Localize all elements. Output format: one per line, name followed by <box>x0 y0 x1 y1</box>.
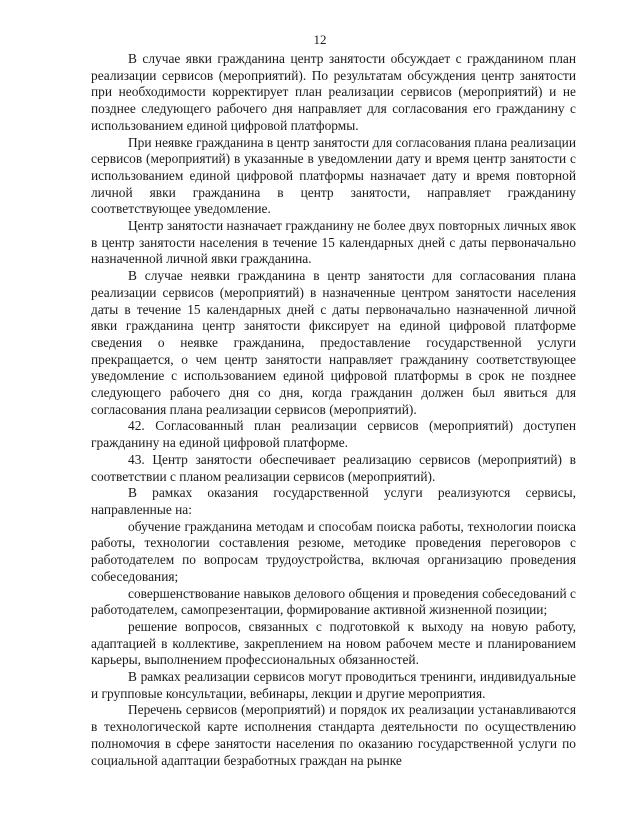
paragraph: В рамках реализации сервисов могут проводиться тренинги, индивидуальные и групповые консультации, вебинары, лекции и другие мероприятия. <box>91 669 576 701</box>
paragraph: В случае неявки гражданина в центр занятости для согласования плана реализации сервисов (мероприятий) в назначенные центром занятости населения даты в течение 15 календарных дней с даты первоначально назначенной личной явки гражданина центр занятости фиксирует на единой цифровой платформе сведения о неявке гражданина, предоставление государственной услуги прекращается, о чем центр занятости направляет гражданину соответствующее уведомление с использованием единой цифровой платформы в срок не позднее следующего рабочего дня со дня, когда гражданин должен был явиться для согласования плана реализации сервисов (мероприятий). <box>91 268 576 417</box>
paragraph: При неявке гражданина в центр занятости для согласования плана реализации сервисов (мероприятий) в указанные в уведомлении дату и время центр занятости с использованием единой цифровой платформы назначает дату и время повторной личной явки гражданина в центр занятости, направляет гражданину соответствующее уведомление. <box>91 134 576 217</box>
list-item: обучение гражданина методам и способам поиска работы, технологии поиска работы, технологии составления резюме, методике проведения переговоров с работодателем по вопросам трудоустройства, включая организацию проведения собеседования; <box>91 518 576 584</box>
paragraph: Перечень сервисов (мероприятий) и порядок их реализации устанавливаются в технологической карте исполнения стандарта деятельности по осуществлению полномочия в сфере занятости населения по оказанию государственной услуги по социальной адаптации безработных граждан на рынке <box>91 702 576 768</box>
paragraph: 42. Согласованный план реализации сервисов (мероприятий) доступен гражданину на единой цифровой платформе. <box>91 418 576 451</box>
page-number: 12 <box>313 32 327 47</box>
list-item: совершенствование навыков делового общения и проведения собеседований с работодателем, самопрезентации, формирование активной жизненной позиции; <box>91 585 576 618</box>
paragraph: 43. Центр занятости обеспечивает реализацию сервисов (мероприятий) в соответствии с планом реализации сервисов (мероприятий). <box>91 451 576 484</box>
paragraph: В рамках оказания государственной услуги реализуются сервисы, направленные на: <box>91 485 576 517</box>
document-body <box>91 51 576 769</box>
paragraph: В случае явки гражданина центр занятости обсуждает с гражданином план реализации сервисов (мероприятий). По результатам обсуждения центр занятости при необходимости корректирует план реализации сервисов (мероприятий) и не позднее следующего рабочего дня направляет для согласования его гражданину с использованием единой цифровой платформы. <box>91 51 576 133</box>
paragraph: Центр занятости назначает гражданину не более двух повторных личных явок в центр занятости населения в течение 15 календарных дней с даты первоначально назначенной личной явки гражданина. <box>91 218 576 267</box>
list-item: решение вопросов, связанных с подготовкой к выходу на новую работу, адаптацией в коллективе, закреплением на новом рабочем месте и планированием карьеры, выполнением профессиональных обязанностей. <box>91 618 576 668</box>
